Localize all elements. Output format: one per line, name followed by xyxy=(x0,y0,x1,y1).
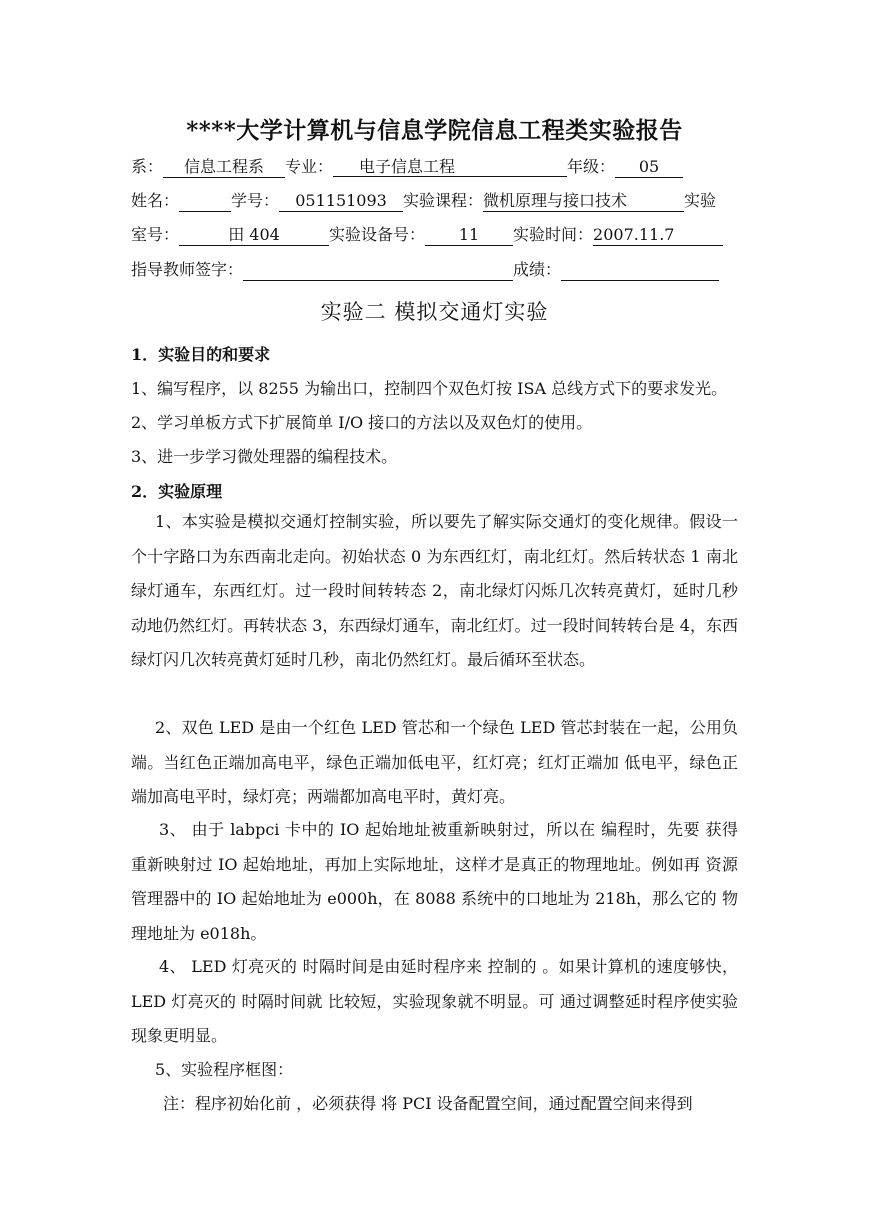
principle-paragraph-1: 1、本实验是模拟交通灯控制实验，所以要先了解实际交通灯的变化规律。假设一个十字路口为东西南北走向。初始状态 0 为东西红灯，南北红灯。然后转状态 1 南北绿灯通车，东西红灯。过一段时间转转态 2，南北绿灯闪烁几次转亮黄灯，延时几秒动地仍然红灯。再转状态 3，东西绿灯通车，南北红灯。过一段时间转转台是 4，东西绿灯闪几次转亮黄灯延时几秒，南北仍然红灯。最后循环至状态。 xyxy=(131,512,738,669)
grade-label: 年级： xyxy=(567,157,616,176)
id-label: 学号： xyxy=(231,191,280,210)
goal-item-2: 2、学习单板方式下扩展简单 I/O 接口的方法以及双色灯的使用。 xyxy=(131,413,593,432)
dept-label: 系： xyxy=(131,157,164,176)
time-field: 2007.11.7 xyxy=(593,224,723,246)
course-field: 微机原理与接口技术 xyxy=(483,190,684,212)
major-field: 电子信息工程 xyxy=(333,156,567,177)
form-row-dept xyxy=(131,156,683,178)
goal-item-3: 3、进一步学习微处理器的编程技术。 xyxy=(131,447,398,466)
device-field: 11 xyxy=(425,224,513,246)
flowchart-heading: 5、实验程序框图： xyxy=(155,1060,294,1079)
name-label: 姓名： xyxy=(131,191,180,210)
section-2-heading: 2．实验原理 xyxy=(131,482,223,501)
name-field xyxy=(179,190,231,212)
score-field xyxy=(561,259,719,281)
goal-item-1: 1、编写程序，以 8255 为输出口，控制四个双色灯按 ISA 总线方式下的要求发光。 xyxy=(131,379,728,398)
device-label: 实验设备号： xyxy=(329,225,426,244)
time-label: 实验时间： xyxy=(513,225,594,244)
major-label: 专业： xyxy=(285,157,334,176)
form-row-room xyxy=(131,224,723,246)
principle-paragraph-2: 2、双色 LED 是由一个红色 LED 管芯和一个绿色 LED 管芯封装在一起，公用负端。当红色正端加高电平，绿色正端加低电平，红灯亮；红灯正端加 低电平，绿色正端加高电平时，绿灯亮；两端都加高电平时，黄灯亮。 xyxy=(131,718,738,806)
principle-paragraph-3: 3、 由于 labpci 卡中的 IO 起始地址被重新映射过，所以在 编程时，先要 获得 重新映射过 IO 起始地址，再加上实际地址，这样才是真正的物理地址。例如再 资源管理器中的 IO 起始地址为 e000h，在 8088 系统中的口地址为 218h，那么它的 物理地址为 e018h。 xyxy=(131,820,738,943)
experiment-title: 实验二 模拟交通灯实验 xyxy=(320,300,549,324)
teacher-signature-field xyxy=(243,259,513,281)
dept-field: 信息工程系 xyxy=(163,156,285,178)
form-row-name xyxy=(131,190,716,212)
course-label: 实验课程： xyxy=(403,191,484,210)
principle-paragraph-4: 4、 LED 灯亮灭的 时隔时间是由延时程序来 控制的 。如果计算机的速度够快，LED 灯亮灭的 时隔时间就 比较短，实验现象就不明显。可 通过调整延时程序使实验现象更明显。 xyxy=(131,957,738,1045)
score-label: 成绩： xyxy=(513,260,562,279)
room-field: 田 404 xyxy=(179,224,329,246)
section-1-heading: 1．实验目的和要求 xyxy=(131,345,271,364)
teacher-label: 指导教师签字： xyxy=(131,260,244,279)
program-note: 注：程序初始化前 ，必须获得 将 PCI 设备配置空间，通过配置空间来得到 xyxy=(163,1094,693,1113)
report-title: ****大学计算机与信息学院信息工程类实验报告 xyxy=(186,117,683,144)
room-label-a: 实验 xyxy=(684,191,717,210)
form-row-teacher xyxy=(131,259,719,281)
grade-field: 05 xyxy=(615,156,683,178)
room-label-b: 室号： xyxy=(131,225,180,244)
id-field: 051151093 xyxy=(279,190,403,212)
